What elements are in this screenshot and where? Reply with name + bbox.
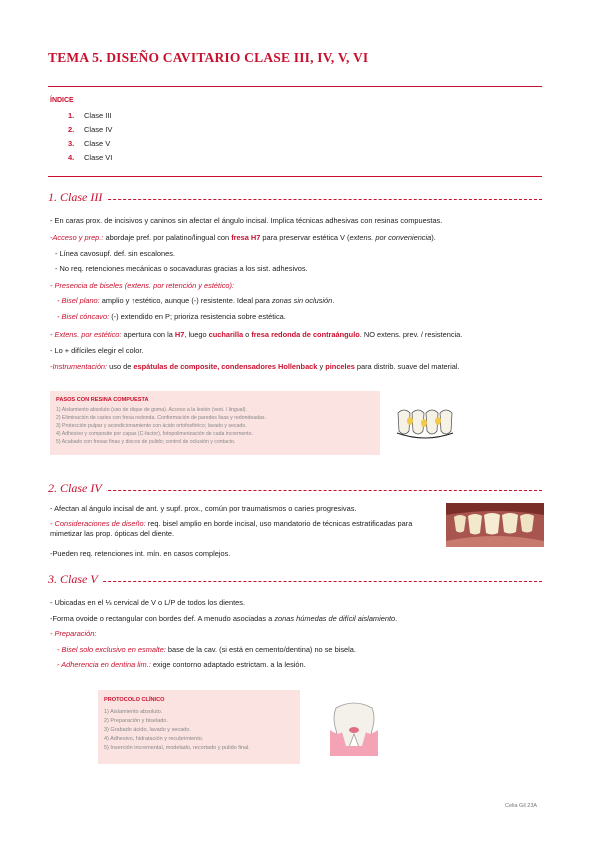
text-line: - Extens. por estético: apertura con la H7, luego cucharilla o fresa redonda de contraángulo. NO extens. prev. / resistencia. bbox=[50, 330, 463, 339]
text-line: -Pueden req. retenciones int. mín. en casos complejos. bbox=[50, 549, 231, 558]
steps-box-heading: PASOS CON RESINA COMPUESTA bbox=[56, 397, 149, 403]
index-item[interactable]: 4. Clase VI bbox=[68, 153, 113, 162]
text-line: - Bisel plano: amplio y ↑estético, aunque (-) resistente. Ideal para zonas sin oclusión. bbox=[57, 296, 335, 305]
steps-box-line: 4) Adhesivo y composite por capas (C-factor), fotopolimerización de cada incremento. bbox=[56, 431, 253, 437]
text-line: - Afectan al ángulo incisal de ant. y supf. prox., común por traumatismos o caries progresivas. bbox=[50, 504, 357, 513]
section-clase-iv-heading: 2. Clase IV bbox=[48, 481, 542, 495]
text-line: - Preparación: bbox=[50, 629, 97, 638]
steps-box bbox=[50, 391, 380, 455]
steps-box-line: 2) Eliminación de caries con fresa redonda. Conformación de paredes lisas y redondeadas. bbox=[56, 415, 266, 421]
page-title: TEMA 5. DISEÑO CAVITARIO CLASE III, IV, V, VI bbox=[48, 50, 369, 65]
protocol-box-heading: PROTOCOLO CLÍNICO bbox=[104, 697, 165, 703]
text-line: - Adherencia en dentina lim.: exige contorno adaptado estrictam. a la lesión. bbox=[57, 660, 306, 669]
protocol-box-line: 3) Grabado ácido, lavado y secado. bbox=[104, 727, 191, 733]
text-line: - Bisel cóncavo: (-) extendido en P; prioriza resistencia sobre estética. bbox=[57, 312, 286, 321]
protocol-box-line: 1) Aislamiento absoluto. bbox=[104, 709, 163, 715]
text-line: - Lo + difíciles elegir el color. bbox=[50, 346, 144, 355]
title-divider bbox=[48, 86, 542, 87]
steps-box-line: 1) Aislamiento absoluto (uso de dique de goma). Acceso a la lesión (vest. / lingual). bbox=[56, 407, 247, 413]
clase-iv-photo bbox=[446, 503, 544, 547]
steps-box-line: 3) Protección pulpar y acondicionamiento con ácido ortofosfórico; lavado y secado. bbox=[56, 423, 247, 429]
protocol-box-line: 5) Inserción incremental, modelado, recortado y pulido final. bbox=[104, 745, 250, 751]
page-footer: Celia Gil 23A bbox=[505, 803, 538, 809]
steps-box-line: 5) Acabado con fresas finas y discos de pulido; control de oclusión y contacto. bbox=[56, 439, 236, 445]
text-line: -Forma ovoide o rectangular con bordes def. A menudo asociadas a zonas húmedas de difícil aislamiento. bbox=[50, 614, 398, 623]
text-line: - Consideraciones de diseño: req. bisel amplio en borde incisal, uso mandatorio de técnicas estratificadas para mimetizar las prop. ópticas del diente. bbox=[50, 519, 413, 538]
tooth-cervical-diagram bbox=[326, 700, 382, 756]
index-item[interactable]: 1. Clase III bbox=[68, 111, 112, 120]
index-item[interactable]: 3. Clase V bbox=[68, 139, 111, 148]
protocol-box bbox=[98, 690, 300, 764]
protocol-box-line: 4) Adhesivo, hidratación y recubrimiento. bbox=[104, 736, 204, 742]
text-line: - Línea cavosupf. def. sin escalones. bbox=[55, 249, 175, 258]
index-divider bbox=[48, 176, 542, 177]
text-line: - Bisel solo exclusivo en esmalte: base de la cav. (si está en cemento/dentina) no se bisela. bbox=[57, 645, 356, 654]
text-line: -Acceso y prep.: abordaje pref. por palatino/lingual con fresa H7 para preservar estética V (extens. por conveniencia). bbox=[50, 233, 436, 242]
teeth-diagram-image bbox=[394, 403, 456, 445]
section-clase-iii-heading: 1. Clase III bbox=[48, 190, 542, 204]
text-line: - No req. retenciones mecánicas o socavaduras gracias a los sist. adhesivos. bbox=[55, 264, 308, 273]
text-line: - Ubicadas en el ⅓ cervical de V o L/P de todos los dientes. bbox=[50, 598, 246, 607]
text-line: - Presencia de biseles (extens. por retención y estético): bbox=[50, 281, 235, 290]
index-heading: ÍNDICE bbox=[50, 97, 74, 104]
text-line: - En caras prox. de incisivos y caninos sin afectar el ángulo incisal. Implica técnicas adhesivas con resinas compuestas. bbox=[50, 216, 443, 225]
index-item[interactable]: 2. Clase IV bbox=[68, 125, 113, 134]
protocol-box-line: 2) Preparación y biselado. bbox=[104, 718, 168, 724]
section-clase-v-heading: 3. Clase V bbox=[48, 572, 542, 586]
text-line: -Instrumentación: uso de espátulas de composite, condensadores Hollenback y pinceles para distrib. suave del material. bbox=[50, 362, 460, 371]
